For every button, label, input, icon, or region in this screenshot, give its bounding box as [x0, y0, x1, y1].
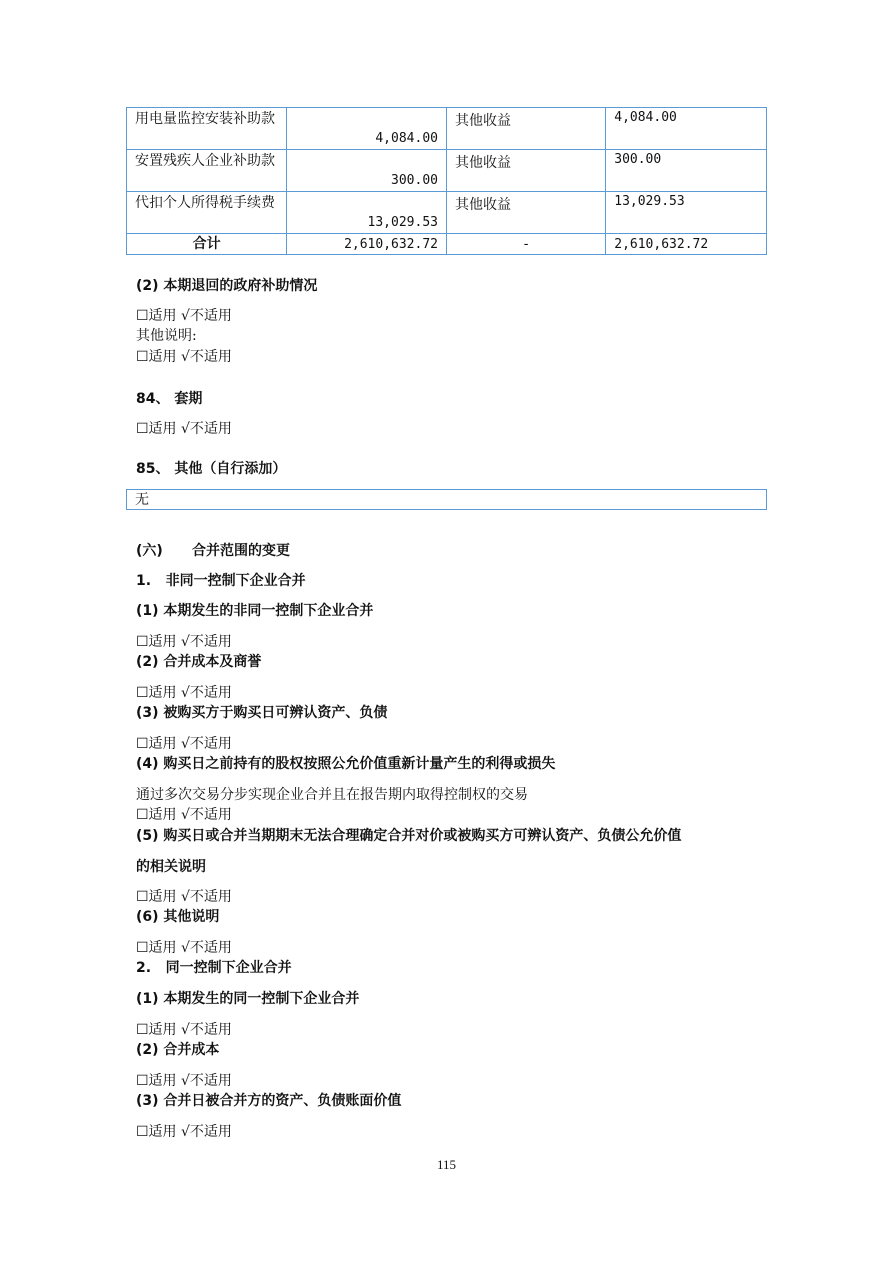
option-line: ☐适用 √不适用 — [136, 685, 232, 701]
table-row — [127, 192, 767, 234]
table-row — [127, 108, 767, 150]
heading-2-2: (2) 合并成本 — [136, 1042, 220, 1058]
box-text: 无 — [135, 492, 149, 508]
option-line: ☐适用 √不适用 — [136, 421, 232, 437]
heading-84: 84、 套期 — [136, 391, 203, 407]
heading-1-3: (3) 被购买方于购买日可辨认资产、负债 — [136, 705, 388, 721]
cell-current: 13,029.53 — [606, 192, 767, 234]
heading-85: 85、 其他（自行添加） — [136, 461, 287, 477]
heading-1-1: (1) 本期发生的非同一控制下企业合并 — [136, 603, 374, 619]
option-line: ☐适用 √不适用 — [136, 1022, 232, 1038]
cell-name: 安置残疾人企业补助款 — [127, 150, 287, 192]
option-line: ☐适用 √不适用 — [136, 940, 232, 956]
heading-2-1: (1) 本期发生的同一控制下企业合并 — [136, 991, 360, 1007]
heading-1-4: (4) 购买日之前持有的股权按照公允价值重新计量产生的利得或损失 — [136, 756, 556, 772]
heading-1-5-cont: 的相关说明 — [136, 859, 206, 875]
option-line: ☐适用 √不适用 — [136, 349, 232, 365]
option-line: ☐适用 √不适用 — [136, 889, 232, 905]
heading-section-6: (六) 合并范围的变更 — [136, 543, 291, 559]
cell-item: 其他收益 — [446, 192, 605, 234]
heading-1-6: (6) 其他说明 — [136, 909, 220, 925]
cell-current: 300.00 — [606, 150, 767, 192]
cell-amount: 13,029.53 — [287, 192, 447, 234]
multi-step-note: 通过多次交易分步实现企业合并且在报告期内取得控制权的交易 — [136, 787, 528, 803]
cell-name: 代扣个人所得税手续费 — [127, 192, 287, 234]
other-box — [126, 489, 767, 510]
heading-1: 1. 非同一控制下企业合并 — [136, 573, 306, 589]
subsidy-table — [126, 107, 767, 255]
heading-2: 2. 同一控制下企业合并 — [136, 960, 292, 976]
total-amount: 2,610,632.72 — [287, 234, 447, 255]
table-row — [127, 150, 767, 192]
option-line: ☐适用 √不适用 — [136, 807, 232, 823]
option-line: ☐适用 √不适用 — [136, 1124, 232, 1140]
option-line: ☐适用 √不适用 — [136, 736, 232, 752]
cell-item: 其他收益 — [446, 150, 605, 192]
heading-2-3: (3) 合并日被合并方的资产、负债账面价值 — [136, 1093, 402, 1109]
total-current: 2,610,632.72 — [606, 234, 767, 255]
option-line: ☐适用 √不适用 — [136, 308, 232, 324]
heading-1-5: (5) 购买日或合并当期期末无法合理确定合并对价或被购买方可辨认资产、负债公允价值 — [136, 828, 682, 844]
cell-item: 其他收益 — [446, 108, 605, 150]
cell-amount: 4,084.00 — [287, 108, 447, 150]
option-line: ☐适用 √不适用 — [136, 1073, 232, 1089]
total-label: 合计 — [127, 234, 287, 255]
other-note-label: 其他说明: — [136, 328, 197, 344]
option-line: ☐适用 √不适用 — [136, 634, 232, 650]
table-total-row — [127, 234, 767, 255]
heading-refund: (2) 本期退回的政府补助情况 — [136, 278, 318, 294]
cell-amount: 300.00 — [287, 150, 447, 192]
cell-name: 用电量监控安装补助款 — [127, 108, 287, 150]
cell-current: 4,084.00 — [606, 108, 767, 150]
heading-1-2: (2) 合并成本及商誉 — [136, 654, 262, 670]
total-item: - — [446, 234, 605, 255]
page-number: 115 — [436, 1157, 457, 1172]
